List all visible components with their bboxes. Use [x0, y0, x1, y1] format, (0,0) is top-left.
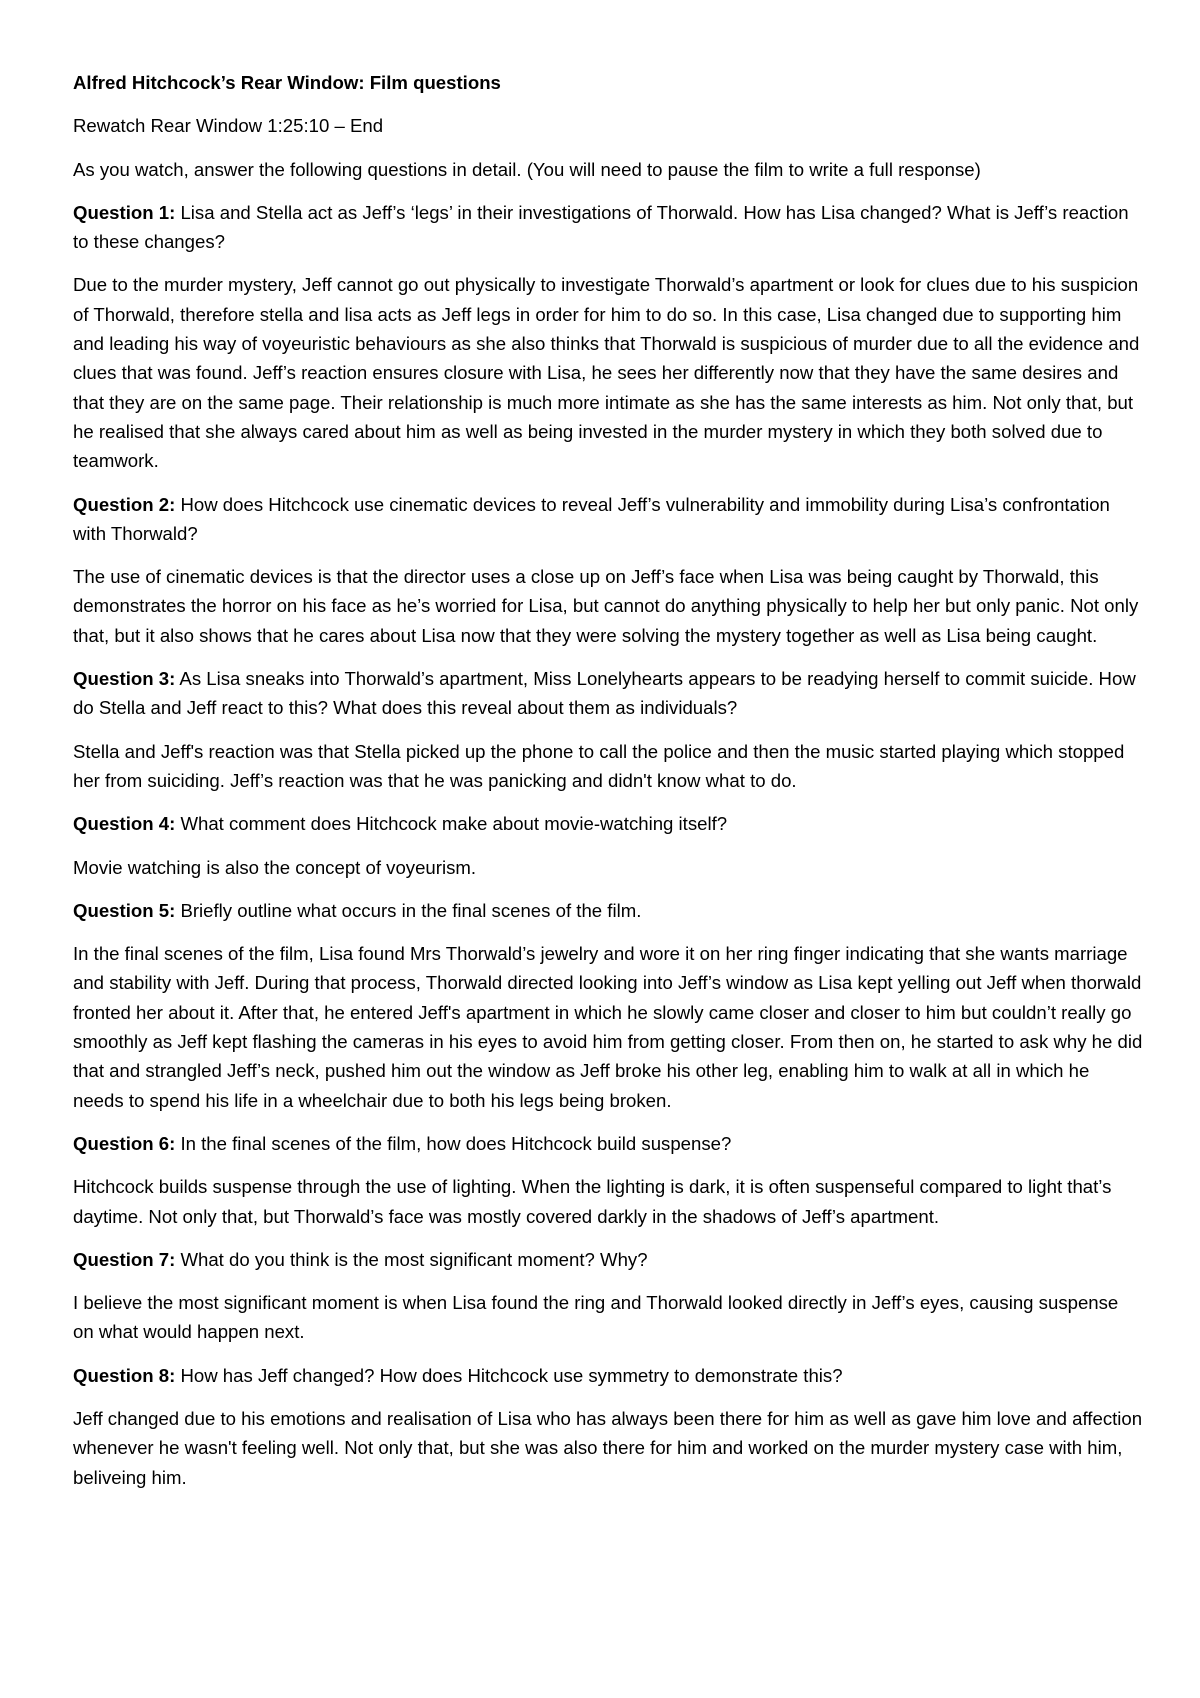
question-6: [73, 1129, 1143, 1158]
question-7: [73, 1245, 1143, 1274]
answer-3: Stella and Jeff's reaction was that Stella picked up the phone to call the police and then the music started playing which stopped her from suiciding. Jeff’s reaction was that he was panicking and didn't know what to do.: [73, 740, 1125, 791]
question-text: In the final scenes of the film, how does Hitchcock build suspense?: [175, 1132, 732, 1154]
question-text: How has Jeff changed? How does Hitchcock use symmetry to demonstrate this?: [175, 1364, 843, 1386]
question-label: Question 4:: [73, 813, 176, 835]
answer-5: In the final scenes of the film, Lisa found Mrs Thorwald’s jewelry and wore it on her ring finger indicating that she wants marriage and stability with Jeff. During that process, Thorwald directed looking into Jeff’s window as Lisa kept yelling out Jeff when thorwald fronted her about it. After that, he entered Jeff's apartment in which he slowly came closer and closer to him but couldn’t really go smoothly as Jeff kept flashing the cameras in his eyes to avoid him from getting closer. From then on, he started to ask why he did that and strangled Jeff’s neck, pushed him out the window as Jeff broke his other leg, enabling him to walk at all in which he needs to spend his life in a wheelchair due to both his legs being broken.: [73, 943, 1143, 1111]
answer-2: The use of cinematic devices is that the director uses a close up on Jeff’s face when Lisa was being caught by Thorwald, this demonstrates the horror on his face as he’s worried for Lisa, but cannot do anything physically to help her but only panic. Not only that, but it also shows that he cares about Lisa now that they were solving the mystery together as well as Lisa being caught.: [73, 566, 1139, 646]
answer-7: I believe the most significant moment is when Lisa found the ring and Thorwald looked directly in Jeff’s eyes, causing suspense on what would happen next.: [73, 1292, 1119, 1343]
question-5: [73, 896, 1143, 925]
answer-8: Jeff changed due to his emotions and realisation of Lisa who has always been there for him as well as gave him love and affection whenever he wasn't feeling well. Not only that, but she was also there for him and worked on the murder mystery case with him, beliveing him.: [73, 1407, 1143, 1488]
question-3: [73, 664, 1143, 723]
question-4: [73, 809, 1143, 838]
instructions: As you watch, answer the following questions in detail. (You will need to pause the film to write a full response): [73, 158, 981, 180]
question-8: [73, 1361, 1143, 1390]
document-page: [73, 68, 1143, 1506]
question-label: Question 8:: [73, 1364, 176, 1386]
question-2: [73, 490, 1143, 549]
question-label: Question 3:: [73, 668, 176, 690]
answer-6: Hitchcock builds suspense through the use of lighting. When the lighting is dark, it is often suspenseful compared to light that’s daytime. Not only that, but Thorwald’s face was mostly covered darkly in the shadows of Jeff’s apartment.: [73, 1176, 1112, 1227]
question-label: Question 6:: [73, 1132, 176, 1154]
question-label: Question 7:: [73, 1248, 176, 1270]
question-text: What comment does Hitchcock make about movie-watching itself?: [175, 813, 728, 835]
question-1: [73, 198, 1143, 257]
rewatch-note: Rewatch Rear Window 1:25:10 – End: [73, 115, 384, 137]
question-text: Lisa and Stella act as Jeff’s ‘legs’ in their investigations of Thorwald. How has Lisa changed? What is Jeff’s reaction to these changes?: [73, 201, 1129, 253]
question-text: What do you think is the most significant moment? Why?: [175, 1248, 648, 1270]
question-text: As Lisa sneaks into Thorwald’s apartment, Miss Lonelyhearts appears to be readying herself to commit suicide. How do Stella and Jeff react to this? What does this reveal about them as individuals?: [73, 668, 1136, 719]
question-text: Briefly outline what occurs in the final scenes of the film.: [175, 899, 642, 921]
answer-4: Movie watching is also the concept of voyeurism.: [73, 856, 477, 878]
answer-1: Due to the murder mystery, Jeff cannot go out physically to investigate Thorwald’s apartment or look for clues due to his suspicion of Thorwald, therefore stella and lisa acts as Jeff legs in order for him to do so. In this case, Lisa changed due to supporting him and leading his way of voyeuristic behaviours as she also thinks that Thorwald is suspicious of murder due to all the evidence and clues that was found. Jeff’s reaction ensures closure with Lisa, he sees her differently now that they have the same desires and that they are on the same page. Their relationship is much more intimate as she has the same interests as him. Not only that, but he realised that she always cared about him as well as being invested in the murder mystery in which they both solved due to teamwork.: [73, 274, 1140, 472]
document-title: Alfred Hitchcock’s Rear Window: Film questions: [73, 72, 501, 93]
question-label: Question 1:: [73, 201, 176, 223]
question-label: Question 2:: [73, 493, 176, 515]
question-text: How does Hitchcock use cinematic devices to reveal Jeff’s vulnerability and immobility during Lisa’s confrontation with Thorwald?: [73, 493, 1110, 544]
question-label: Question 5:: [73, 899, 176, 921]
